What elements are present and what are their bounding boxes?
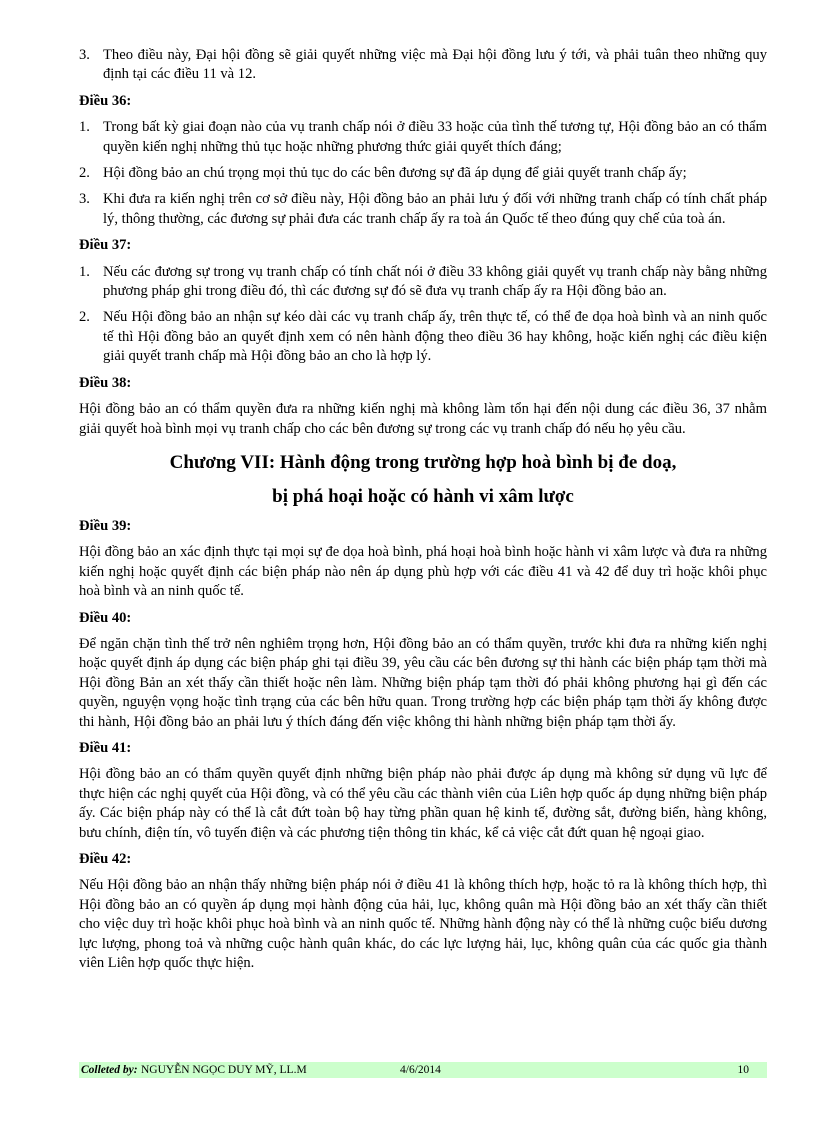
article-39-text: Hội đồng bảo an xác định thực tại mọi sự đe dọa hoà bình, phá hoại hoà bình hoặc hành vi xâm lược và đưa ra những kiến nghị hoặc quyết định các biện pháp nào nên áp dụng phù hợp với các điều 41 và 42 để duy trì hoặc khôi phục hoà bình và an ninh quốc tế. [79,544,767,600]
item-number: 3. [79,47,90,63]
article-40-heading: Điều 40: [79,609,132,626]
item-number: 2. [79,165,90,182]
item-text: Hội đồng bảo an chú trọng mọi thủ tục do các bên đương sự đã áp dụng để giải quyết tranh chấp ấy; [103,165,687,182]
item-number: 3. [79,191,90,208]
chapter-title-line-2: bị phá hoại hoặc có hành vi xâm lược [272,485,574,507]
list-item [79,164,767,183]
article-38-text: Hội đồng bảo an có thẩm quyền đưa ra những kiến nghị mà không làm tổn hại đến nội dung các điều 36, 37 nhằm giải quyết hoà bình mọi vụ tranh chấp cho các bên đương sự trong các vụ tranh chấp đó nếu họ yêu cầu. [79,401,767,437]
item-number: 2. [79,309,90,326]
list-item [79,46,767,85]
article-40-text: Để ngăn chặn tình thế trở nên nghiêm trọng hơn, Hội đồng bảo an có thẩm quyền, trước khi đưa ra những kiến nghị hoặc quyết định áp dụng các biện pháp ghi tại điều 39, yêu cầu các bên đương sự thi hành các biện pháp tạm thời mà Hội đồng Bản an xét thấy cần thiết hoặc nên làm. Những biện pháp tạm thời đó phải không phương hại gì đến các quyền, nguyện vọng hoặc tình trạng của các bên hữu quan. Trong trường hợp các biện pháp tạm thời ấy không được thi hành, Hội đồng bảo an phải lưu ý thích đáng đến việc không thi hành những biện pháp tạm thời ấy. [79,635,767,730]
article-41-heading: Điều 41: [79,739,132,756]
footer-date: 4/6/2014 [400,1064,441,1076]
item-text: Trong bất kỳ giai đoạn nào của vụ tranh chấp nói ở điều 33 hoặc của tình thế tương tự, Hội đồng bảo an có thẩm quyền kiến nghị những thủ tục hoặc những phương thức giải quyết thích đáng; [103,119,767,155]
article-42-text: Nếu Hội đồng bảo an nhận thấy những biện pháp nói ở điều 41 là không thích hợp, hoặc tỏ ra là không thích hợp, thì Hội đồng bảo an có quyền áp dụng mọi hành động của hải, lục, không quân mà Hội đồng bảo an xét thấy cần thiết cho việc duy trì hoặc khôi phục hoà bình và an ninh quốc tế. Những hành động này có thể là những cuộc biểu dương lực lượng, phong toả và những cuộc hành quân khác, do các lực lượng hải, lục, không quân của các quốc gia thành viên Liên hợp quốc thực hiện. [79,877,767,972]
page-footer [79,1062,767,1078]
footer-collected-label: Colleted by: [81,1064,138,1076]
article-41-text: Hội đồng bảo an có thẩm quyền quyết định những biện pháp nào phải được áp dụng mà không sử dụng vũ lực để thực hiện các nghị quyết của Hội đồng, và có thể yêu cầu các thành viên của Liên hợp quốc áp dụng những biện pháp ấy. Các biện pháp này có thể là cắt đứt toàn bộ hay từng phần quan hệ kinh tế, đường sắt, đường biển, hàng không, bưu chính, điện tín, vô tuyến điện và các phương tiện thông tin khác, kể cả việc cắt đứt quan hệ ngoại giao. [79,766,767,841]
list-item [79,263,767,302]
article-42-heading: Điều 42: [79,851,132,867]
article-36-heading: Điều 36: [79,92,132,109]
article-39-heading: Điều 39: [79,517,132,534]
item-number: 1. [79,119,90,136]
chapter-title-line-1: Chương VII: Hành động trong trường hợp hoà bình bị đe doạ, [169,451,677,473]
article-38-heading: Điều 38: [79,374,132,391]
item-text: Theo điều này, Đại hội đồng sẽ giải quyết những việc mà Đại hội đồng lưu ý tới, và phải tuân theo những quy định tại các điều 11 và 12. [103,47,767,83]
item-text: Khi đưa ra kiến nghị trên cơ sở điều này, Hội đồng bảo an phải lưu ý đối với những tranh chấp có tính chất pháp lý, thông thường, các đương sự phải đưa các tranh chấp ấy ra toà án Quốc tế theo đúng quy chế của toà án. [103,191,767,227]
footer-author: NGUYỄN NGỌC DUY MỸ, LL.M [141,1064,307,1076]
list-item [79,190,767,229]
list-item [79,308,767,366]
article-37-heading: Điều 37: [79,237,132,254]
item-text: Nếu các đương sự trong vụ tranh chấp có tính chất nói ở điều 33 không giải quyết vụ tranh chấp này bằng những phương pháp ghi trong điều đó, thì các đương sự đó sẽ đưa vụ tranh chấp ấy ra Hội đồng bảo an. [103,263,767,300]
list-item [79,118,767,157]
footer-page-number: 10 [737,1064,749,1076]
item-text: Nếu Hội đồng bảo an nhận sự kéo dài các vụ tranh chấp ấy, trên thực tế, có thể đe dọa hoà bình và an ninh quốc tế thì Hội đồng bảo an quyết định xem có nên hành động theo điều 36 hay không, hoặc kiến nghị các điều kiện giải quyết tranh chấp mà Hội đồng bảo an cho là hợp lý. [103,309,767,365]
item-number: 1. [79,263,90,280]
document-page [79,46,767,980]
